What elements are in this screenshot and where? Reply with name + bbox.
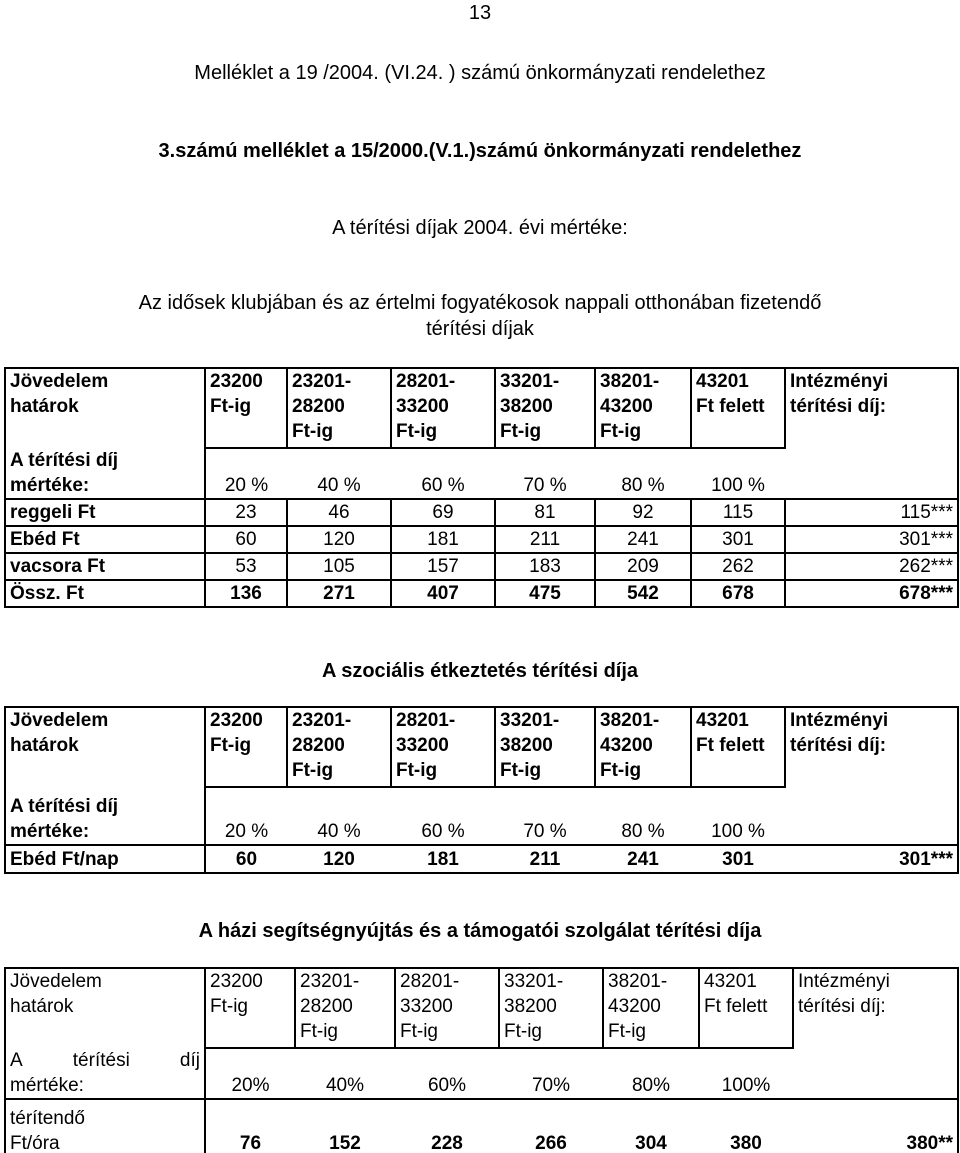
table-row (5, 845, 958, 873)
col-header-1: 23200 Ft-ig (205, 968, 295, 1048)
cell: 60 (205, 845, 287, 873)
cell: 115*** (785, 499, 958, 526)
rate-cell: 20 % (205, 787, 287, 845)
cell: 209 (595, 553, 691, 580)
rate-cell: 40% (295, 1048, 395, 1099)
col-header-3: 28201- 33200 Ft-ig (391, 707, 495, 787)
cell: 211 (495, 526, 595, 553)
cell: 407 (391, 580, 495, 607)
table-row (5, 1099, 958, 1153)
rate-cell: 60 % (391, 448, 495, 499)
rate-cell: 20% (205, 1048, 295, 1099)
rate-cell: 70 % (495, 448, 595, 499)
rate-cell: 70% (499, 1048, 603, 1099)
rate-cell: 100 % (691, 448, 785, 499)
rate-cell: 80 % (595, 787, 691, 845)
cell: 136 (205, 580, 287, 607)
header-line-1: Melléklet a 19 /2004. (VI.24. ) számú önkormányzati rendelethez (194, 62, 766, 84)
rate-cell-empty (793, 1048, 958, 1099)
table-row (5, 499, 958, 526)
cell: 301*** (785, 845, 958, 873)
header-line-4a: Az idősek klubjában és az értelmi fogyatékosok nappali otthonában fizetendő (138, 292, 822, 314)
cell: 157 (391, 553, 495, 580)
cell: 92 (595, 499, 691, 526)
cell: 241 (595, 845, 691, 873)
cell: 475 (495, 580, 595, 607)
cell: 301 (691, 845, 785, 873)
cell: 678*** (785, 580, 958, 607)
cell: 228 (395, 1099, 499, 1153)
row-label: Ebéd Ft (5, 526, 205, 553)
cell: 152 (295, 1099, 395, 1153)
col-header-6: 43201 Ft felett (699, 968, 793, 1048)
fee-table-3 (4, 967, 959, 1153)
income-limits-header: Jövedelem határok (5, 707, 205, 787)
rate-cell: 80% (603, 1048, 699, 1099)
rate-row (5, 787, 958, 845)
col-header-1: 23200 Ft-ig (205, 707, 287, 787)
cell: 81 (495, 499, 595, 526)
page-number: 13 (468, 2, 492, 24)
row-label: Ebéd Ft/nap (5, 845, 205, 873)
table-row-total (5, 580, 958, 607)
cell: 53 (205, 553, 287, 580)
col-header-6: 43201 Ft felett (691, 368, 785, 448)
col-header-1: 23200 Ft-ig (205, 368, 287, 448)
col-header-3: 28201- 33200 Ft-ig (395, 968, 499, 1048)
fee-table-2 (4, 706, 959, 874)
col-header-6: 43201 Ft felett (691, 707, 785, 787)
col-header-7: Intézményi térítési díj: (785, 368, 958, 448)
income-limits-header: Jövedelem határok (5, 968, 205, 1048)
col-header-4: 33201- 38200 Ft-ig (495, 707, 595, 787)
col-header-4: 33201- 38200 Ft-ig (499, 968, 603, 1048)
col-header-4: 33201- 38200 Ft-ig (495, 368, 595, 448)
section3-title: A házi segítségnyújtás és a támogatói szolgálat térítési díja (198, 920, 762, 942)
fee-table-1 (4, 367, 959, 608)
rate-cell: 60 % (391, 787, 495, 845)
header-row (5, 707, 958, 787)
income-label-1: Jövedelem (10, 371, 109, 392)
col-header-5: 38201- 43200 Ft-ig (595, 368, 691, 448)
cell: 181 (391, 845, 495, 873)
cell: 23 (205, 499, 287, 526)
row-label: térítendő Ft/óra (5, 1099, 205, 1153)
col-header-2: 23201- 28200 Ft-ig (287, 368, 391, 448)
cell: 266 (499, 1099, 603, 1153)
rate-cell: 60% (395, 1048, 499, 1099)
cell: 678 (691, 580, 785, 607)
rate-label: A térítési díj mértéke: (5, 1048, 205, 1099)
income-label-2: határok (10, 396, 79, 417)
col-header-7: Intézményi térítési díj: (793, 968, 958, 1048)
cell: 271 (287, 580, 391, 607)
cell: 105 (287, 553, 391, 580)
header-row (5, 368, 958, 448)
cell: 380** (793, 1099, 958, 1153)
rate-label: A térítési díj mértéke: (5, 448, 205, 499)
col-header-5: 38201- 43200 Ft-ig (595, 707, 691, 787)
cell: 380 (699, 1099, 793, 1153)
rate-cell: 100% (699, 1048, 793, 1099)
cell: 76 (205, 1099, 295, 1153)
header-line-2: 3.számú melléklet a 15/2000.(V.1.)számú önkormányzati rendelethez (158, 140, 802, 162)
rate-row (5, 1048, 958, 1099)
row-label: vacsora Ft (5, 553, 205, 580)
header-line-4b: térítési díjak (426, 318, 534, 340)
row-label: reggeli Ft (5, 499, 205, 526)
cell: 241 (595, 526, 691, 553)
cell: 262 (691, 553, 785, 580)
col-header-2: 23201- 28200 Ft-ig (295, 968, 395, 1048)
rate-cell: 40 % (287, 448, 391, 499)
cell: 262*** (785, 553, 958, 580)
cell: 183 (495, 553, 595, 580)
cell: 181 (391, 526, 495, 553)
col-header-7: Intézményi térítési díj: (785, 707, 958, 787)
rate-label: A térítési díj mértéke: (5, 787, 205, 845)
rate-cell-empty (785, 448, 958, 499)
table-row (5, 526, 958, 553)
cell: 211 (495, 845, 595, 873)
cell: 115 (691, 499, 785, 526)
income-limits-header (5, 368, 205, 448)
rate-cell: 100 % (691, 787, 785, 845)
rate-cell: 70 % (495, 787, 595, 845)
cell: 301 (691, 526, 785, 553)
section2-title: A szociális étkeztetés térítési díja (321, 660, 639, 682)
cell: 542 (595, 580, 691, 607)
col-header-5: 38201- 43200 Ft-ig (603, 968, 699, 1048)
rate-row (5, 448, 958, 499)
col-header-3: 28201- 33200 Ft-ig (391, 368, 495, 448)
header-row (5, 968, 958, 1048)
cell: 301*** (785, 526, 958, 553)
rate-cell: 40 % (287, 787, 391, 845)
cell: 304 (603, 1099, 699, 1153)
cell: 46 (287, 499, 391, 526)
table-row (5, 553, 958, 580)
cell: 120 (287, 845, 391, 873)
col-header-2: 23201- 28200 Ft-ig (287, 707, 391, 787)
rate-cell-empty (785, 787, 958, 845)
cell: 60 (205, 526, 287, 553)
rate-cell: 80 % (595, 448, 691, 499)
cell: 69 (391, 499, 495, 526)
header-line-3: A térítési díjak 2004. évi mértéke: (332, 217, 628, 239)
row-label: Össz. Ft (5, 580, 205, 607)
cell: 120 (287, 526, 391, 553)
rate-cell: 20 % (205, 448, 287, 499)
